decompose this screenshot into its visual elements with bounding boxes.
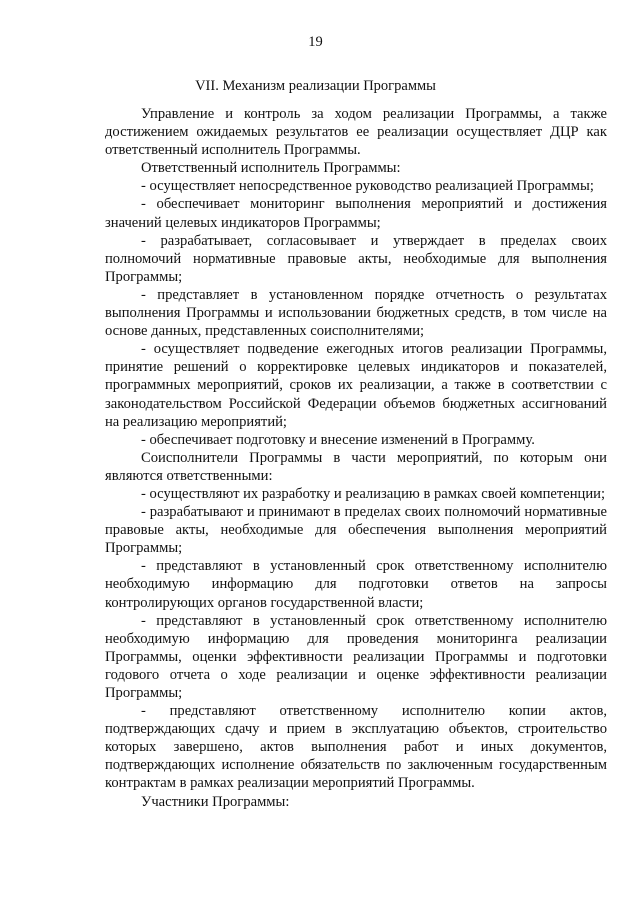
paragraph: Участники Программы: (141, 793, 290, 810)
paragraph: - обеспечивает мониторинг выполнения мероприятий и достижения значений целевых индикаторов Программы; (105, 196, 607, 231)
paragraph: - осуществляет подведение ежегодных итогов реализации Программы, принятие решений о корректировке целевых индикаторов и показателей, программных мероприятий, сроков их реализации, а также в соответствии с законодательством Российской Федерации объемов бюджетных ассигнований на реализацию мероприятий; (105, 341, 607, 430)
paragraph: - представляют в установленный срок ответственному исполнителю необходимую информацию для проведения мониторинга реализации Программы, оценки эффективности реализации Программы и подготовки годового отчета о ходе реализации и оценке эффективности реализации Программы; (105, 612, 607, 701)
paragraph: - обеспечивает подготовку и внесение изменений в Программу. (141, 431, 535, 448)
paragraph: - осуществляет непосредственное руководство реализацией Программы; (141, 178, 594, 195)
paragraph: - представляют в установленный срок ответственному исполнителю необходимую информацию для подготовки ответов на запросы контролирующих органов государственной власти; (105, 558, 607, 611)
paragraph: - представляют ответственному исполнителю копии актов, подтверждающих сдачу и прием в эксплуатацию объектов, строительство которых завершено, актов выполнения работ и иных документов, подтверждающих исполнение обязательств по заключенным государственным контрактам в рамках реализации мероприятий Программы. (105, 703, 607, 792)
paragraph: Ответственный исполнитель Программы: (141, 160, 401, 177)
paragraph: - представляет в установленном порядке отчетность о результатах выполнения Программы и использовании бюджетных средств, в том числе на основе данных, представленных соисполнителями; (105, 286, 607, 340)
page-number: 19 (308, 34, 323, 50)
body-text (105, 105, 607, 811)
paragraph: - осуществляют их разработку и реализацию в рамках своей компетенции; (141, 485, 605, 502)
paragraph: Управление и контроль за ходом реализации Программы, а также достижением ожидаемых результатов ее реализации осуществляет ДЦР как ответственный исполнитель Программы. (105, 106, 607, 159)
paragraph: - разрабатывают и принимают в пределах своих полномочий нормативные правовые акты, необходимые для обеспечения выполнения мероприятий Программы; (105, 504, 607, 557)
paragraph: - разрабатывает, согласовывает и утверждает в пределах своих полномочий нормативные правовые акты, необходимые для выполнения Программы; (105, 232, 607, 285)
paragraph: Соисполнители Программы в части мероприятий, по которым они являются ответственными: (105, 449, 607, 484)
section-title: VII. Механизм реализации Программы (195, 78, 436, 94)
